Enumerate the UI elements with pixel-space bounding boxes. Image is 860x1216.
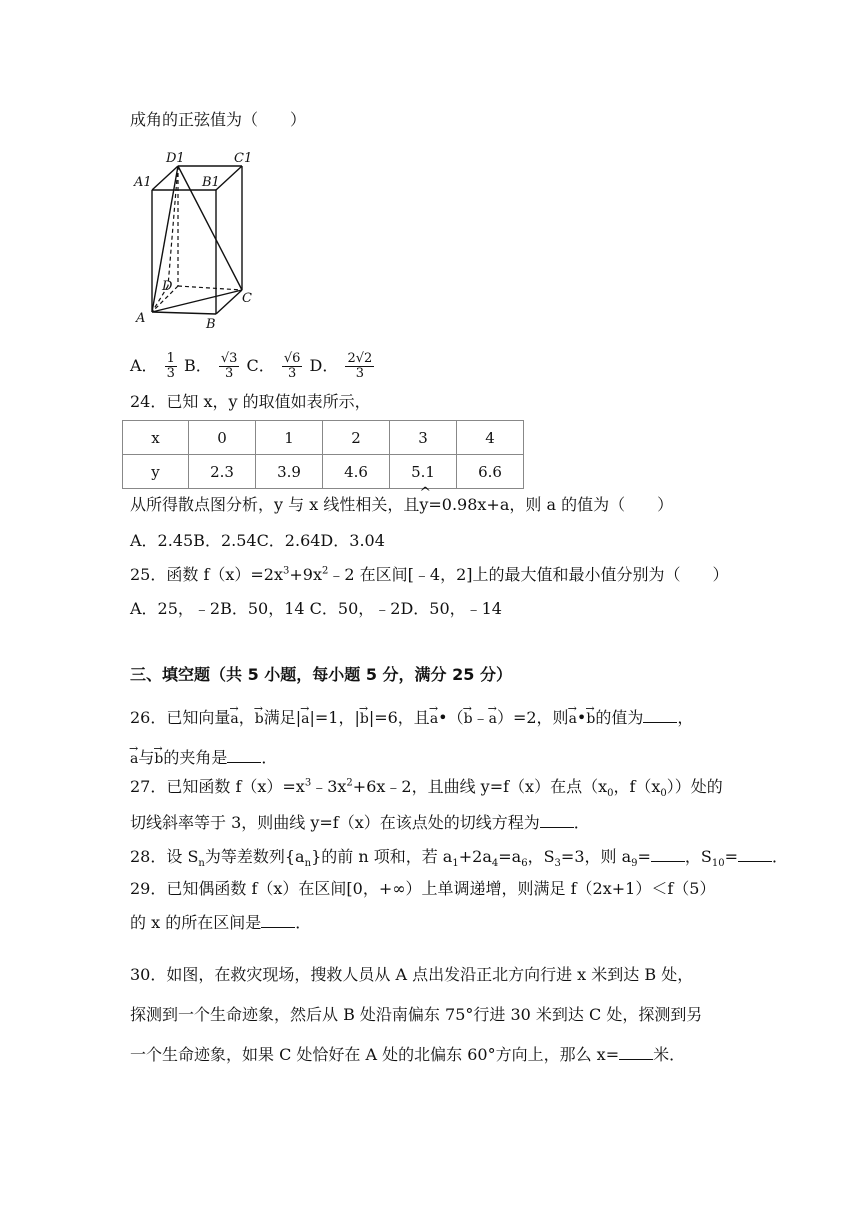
option-b-fraction: $\frac{√3}{3}$ bbox=[220, 351, 238, 381]
q30-line2: 探测到一个生命迹象，然后从 B 处沿南偏东 75°行进 30 米到达 C 处，探测到另 bbox=[130, 1005, 703, 1024]
label-b1: B1 bbox=[202, 175, 220, 190]
answer-blank bbox=[651, 847, 685, 862]
answer-blank bbox=[619, 1045, 653, 1060]
answer-blank bbox=[261, 913, 295, 928]
answer-blank bbox=[227, 748, 261, 763]
q25-options: A．25，﹣2B．50，14 C．50，﹣2D．50，﹣14 bbox=[130, 599, 502, 618]
q27-line2: 切线斜率等于 3，则曲线 y=f（x）在该点处的切线方程为 ． bbox=[130, 813, 590, 832]
q24-stem: 24．已知 x，y 的取值如表所示， bbox=[130, 392, 371, 411]
q25-stem: 25．函数 $f(x)=2x^3+9x^2﹣2$ 在区间[﹣4，2]上的最大值和最小值分别为（ ） bbox=[130, 565, 729, 584]
q26-line2: → a与→ b的夹角是 ． bbox=[130, 743, 277, 771]
label-a: A bbox=[136, 311, 146, 326]
table-row-x: x 0 1 2 3 4 bbox=[123, 421, 524, 455]
xy-table bbox=[122, 420, 524, 489]
label-d1: D1 bbox=[166, 151, 185, 166]
q23-stem-tail: 成角的正弦值为（ ） bbox=[130, 110, 307, 129]
q27-line1: 27．已知函数 $f(x)=x^3﹣3x^2+6x﹣2$，且曲线 y=f（x）在点（$x_0$，$f(x_0)$）处的 bbox=[130, 777, 723, 800]
prism-figure bbox=[130, 146, 260, 334]
q23-options bbox=[130, 352, 376, 381]
vector-a: → a bbox=[230, 703, 238, 731]
option-a-fraction: $\frac{1}{3}$ bbox=[166, 351, 175, 381]
answer-blank bbox=[738, 847, 772, 862]
q26-line1: 26．已知向量→ a，→ b满足|→ a|=1，|→ b|=6，且→ a•（→ b﹣→ a）=2，则→ a•→ b的值为 ， bbox=[130, 703, 693, 731]
q24-options: A．2.45B．2.54C．2.64D．3.04 bbox=[130, 531, 385, 550]
label-c1: C1 bbox=[234, 151, 253, 166]
answer-blank bbox=[540, 813, 574, 828]
q30-line3: 一个生命迹象，如果 C 处恰好在 A 处的北偏东 60°方向上，那么 x= 米． bbox=[130, 1045, 686, 1064]
option-b-label: B． bbox=[184, 356, 212, 375]
option-a-label: A． bbox=[130, 356, 158, 375]
section-title: 三、填空题（共 5 小题，每小题 5 分，满分 25 分） bbox=[130, 665, 512, 684]
answer-blank bbox=[643, 708, 677, 723]
table-row-y: y 2.3 3.9 4.6 5.1 6.6 bbox=[123, 455, 524, 489]
q30-line1: 30．如图，在救灾现场，搜救人员从 A 点出发沿正北方向行进 x 米到达 B 处， bbox=[130, 965, 694, 984]
option-c-label: C． bbox=[246, 356, 275, 375]
label-d: D bbox=[162, 279, 173, 294]
option-d-label: D． bbox=[309, 356, 339, 375]
vector-b: → b bbox=[255, 703, 264, 731]
y-hat: ^ y bbox=[419, 493, 428, 517]
q24-regression-line: 从所得散点图分析，y 与 x 线性相关，且^ y=0.98x+a，则 a 的值为（ ） bbox=[130, 493, 673, 517]
option-c-fraction: $\frac{√6}{3}$ bbox=[283, 351, 301, 381]
label-b: B bbox=[206, 317, 216, 332]
label-c: C bbox=[242, 291, 252, 306]
q28-line: 28．设 $S_n$为等差数列$\{a_n\}$的前 n 项和，若 $a_1+2a_4=a_6$，$S_3=3$，则 $a_9=$ ，$S_{10}=$ ． bbox=[130, 847, 789, 870]
q29-line1: 29．已知偶函数 f（x）在区间[0，+∞）上单调递增，则满足 f（2x+1）＜f（5） bbox=[130, 879, 716, 898]
label-a1: A1 bbox=[134, 175, 152, 190]
option-d-fraction: $\frac{2√2}{3}$ bbox=[347, 351, 373, 381]
q29-line2: 的 x 的所在区间是 ． bbox=[130, 913, 312, 932]
